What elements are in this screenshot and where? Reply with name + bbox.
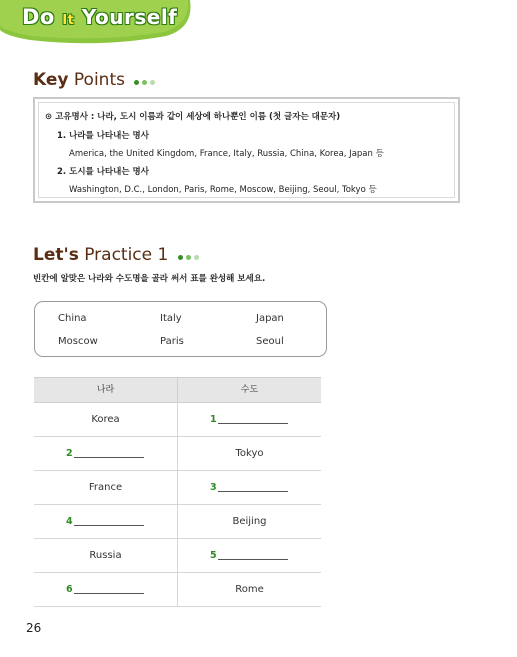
decorative-dots-icon: [178, 245, 202, 265]
key-points-item2-examples: Washington, D.C., London, Paris, Rome, Moscow, Beijing, Seoul, Tokyo 등: [69, 185, 377, 195]
capital-cell: Beijing: [232, 516, 267, 527]
key-points-title-rest: Points: [68, 70, 125, 90]
capital-blank-cell[interactable]: [178, 403, 321, 436]
blank-number: 6: [66, 584, 73, 595]
key-points-title-bold: Key: [33, 70, 69, 90]
header-country: 나라: [96, 385, 115, 395]
answer-blank-line: [218, 423, 288, 424]
country-blank-cell[interactable]: [34, 573, 177, 606]
blank-number: 2: [66, 448, 73, 459]
practice-title: [33, 245, 202, 265]
answer-blank-line: [218, 559, 288, 560]
table-row: [34, 573, 321, 607]
decorative-dots-icon: [134, 70, 158, 90]
country-cell: Korea: [91, 414, 120, 425]
blank-number: 4: [66, 516, 73, 527]
capital-cell: Rome: [235, 584, 264, 595]
table-row: [34, 437, 321, 471]
blank-number: 3: [210, 482, 217, 493]
answer-blank-line: [218, 491, 288, 492]
page-number: 26: [26, 621, 42, 635]
table-row: [34, 539, 321, 573]
capital-blank-cell[interactable]: [178, 539, 321, 572]
key-points-item1-label: 1. 나라를 나타내는 명사: [57, 131, 149, 141]
blank-number: 1: [210, 414, 217, 425]
word-bank-box: [34, 301, 327, 357]
capital-blank-cell[interactable]: [178, 471, 321, 504]
key-points-box: [33, 97, 460, 203]
table-row: [34, 471, 321, 505]
table-header: [34, 377, 321, 403]
answer-blank-line: [74, 457, 144, 458]
country-blank-cell[interactable]: [34, 505, 177, 538]
table-row: [34, 403, 321, 437]
key-points-item2-label: 2. 도시를 나타내는 명사: [57, 167, 149, 177]
answer-blank-line: [74, 525, 144, 526]
answer-blank-line: [74, 593, 144, 594]
banner-title-yourself: Yourself: [81, 5, 178, 29]
word-bank-item: Seoul: [256, 336, 284, 347]
country-cell: France: [88, 482, 123, 493]
blank-number: 5: [210, 550, 217, 561]
banner-title-it: It: [62, 13, 75, 28]
key-points-definition: ⊙ 고유명사 : 나라, 도시 이름과 같이 세상에 하나뿐인 이름 (첫 글자는 대문자): [45, 112, 341, 122]
practice-title-bold: Let's: [33, 245, 79, 265]
practice-title-rest: Practice 1: [78, 245, 169, 265]
capital-cell: Tokyo: [235, 448, 264, 459]
banner-title-do: Do: [22, 5, 55, 29]
country-blank-cell[interactable]: [34, 437, 177, 470]
word-bank-item: Paris: [160, 336, 184, 347]
word-bank-item: Japan: [256, 313, 284, 324]
banner-title: [22, 5, 177, 29]
practice-instruction: 빈칸에 알맞은 나라와 수도명을 골라 써서 표를 완성해 보세요.: [33, 274, 266, 284]
table-row: [34, 505, 321, 539]
key-points-item1-examples: America, the United Kingdom, France, Italy, Russia, China, Korea, Japan 등: [69, 149, 384, 159]
country-cell: Russia: [89, 550, 122, 561]
word-bank-item: Moscow: [58, 336, 98, 347]
word-bank-item: Italy: [160, 313, 182, 324]
header-capital: 수도: [240, 385, 259, 395]
word-bank-item: China: [58, 313, 87, 324]
key-points-title: [33, 70, 158, 90]
country-capital-table: [34, 377, 321, 607]
